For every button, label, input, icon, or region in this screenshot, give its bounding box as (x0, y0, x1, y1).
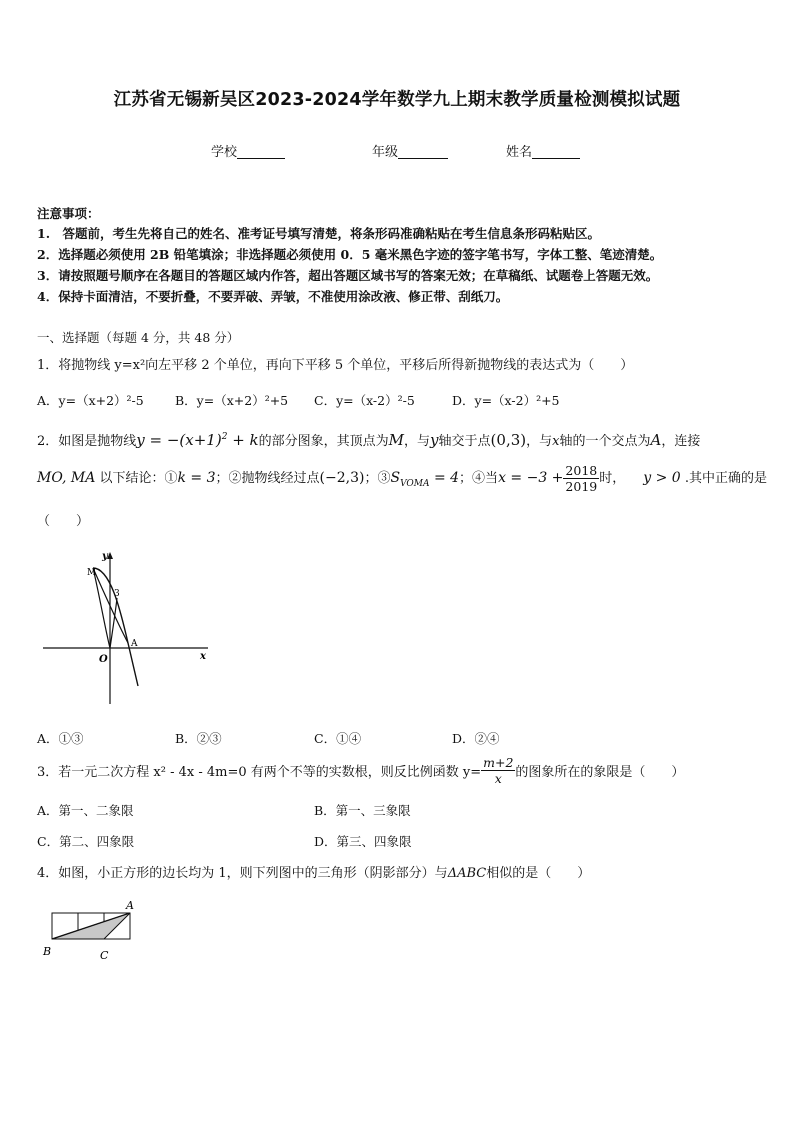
q2-inequality: y > 0 (643, 470, 681, 486)
fig-m-label: M (87, 568, 97, 578)
note-item: 1. 答题前，考生先将自己的姓名、准考证号填写清楚，将条形码准确粘贴在考生信息条形码粘贴区。 (37, 226, 601, 241)
note-item: 2．选择题必须使用 2B 铅笔填涂；非选择题必须使用 0．5 毫米黑色字迹的签字笔书写，字体工整、笔迹清楚。 (37, 247, 663, 262)
q2-conclusion-3 (390, 470, 460, 489)
q2-option-a[interactable]: A．①③ (37, 731, 84, 746)
q2-area-symbol: S (390, 470, 401, 486)
fig-o-label: O (99, 654, 108, 665)
grade-label: 年级 (372, 145, 399, 160)
section-heading: 一、选择题（每题 4 分，共 48 分） (37, 330, 240, 345)
label-c: C (100, 949, 109, 962)
q2-equation-exponent: 2 (221, 432, 228, 442)
page-title: 江苏省无锡新吴区2023-2024学年数学九上期末教学质量检测模拟试题 (113, 90, 681, 110)
parabola-figure (40, 548, 215, 708)
question-2-line-2 (37, 463, 767, 494)
school-field[interactable] (211, 141, 285, 160)
q2-text: ；②抛物线经过点 (215, 471, 320, 486)
q3-fraction-denominator: x (494, 771, 502, 786)
grade-field[interactable] (372, 141, 448, 160)
q2-point: (0,3) (490, 431, 527, 449)
q2-area-value: = 4 (429, 470, 460, 486)
q2-conclusion-4: x = −3 + (498, 470, 564, 486)
question-2-line-1 (37, 430, 700, 449)
q2-text: ，连接 (661, 434, 701, 449)
q2-text: 轴交于点 (438, 434, 491, 449)
q2-text: .其中正确的是 (680, 471, 767, 486)
q2-text: 轴的一个交点为 (559, 434, 651, 449)
q2-text: 的部分图象，其顶点为 (258, 434, 389, 449)
fig-x-label: x (200, 651, 206, 662)
q2-option-c[interactable]: C．①④ (314, 731, 362, 746)
q2-y-axis: y (430, 431, 439, 449)
school-blank[interactable] (237, 144, 285, 159)
q2-text: 2．如图是抛物线 (37, 434, 137, 449)
fig-a-label: A (131, 639, 138, 649)
q4-text: 4．如图，小正方形的边长均为 1，则下列图中的三角形（阴影部分）与 (37, 866, 448, 881)
q1-option-a[interactable]: A．y=（x+2）²-5 (37, 393, 144, 408)
q3-option-d[interactable]: D．第三、四象限 (314, 834, 412, 849)
note-item: 4．保持卡面清洁，不要折叠，不要弄破、弄皱，不准使用涂改液、修正带、刮纸刀。 (37, 289, 509, 304)
question-1-stem: 1．将抛物线 y=x²向左平移 2 个单位，再向下平移 5 个单位，平移后所得新抛物线的表达式为（ ） (37, 358, 634, 373)
curve-branch (110, 598, 117, 648)
q1-option-c[interactable]: C．y=（x-2）²-5 (314, 393, 415, 408)
q2-equation (136, 431, 258, 449)
q2-fraction-denominator: 2019 (565, 479, 598, 494)
q1-option-d[interactable]: D．y=（x-2）²+5 (452, 393, 560, 408)
q2-text: ，与 (526, 434, 553, 449)
school-label: 学校 (211, 145, 238, 160)
q2-fraction-numerator: 2018 (565, 463, 598, 478)
q2-area-subscript: VOMA (400, 478, 430, 489)
q2-text: ，与 (404, 434, 431, 449)
q2-fraction (563, 463, 599, 494)
grade-blank[interactable] (398, 144, 448, 159)
q2-option-d[interactable]: D．②④ (452, 731, 500, 746)
q2-vertex-m: M (388, 431, 405, 449)
triangle-grid-figure (40, 896, 150, 964)
q2-text: ；③ (364, 471, 391, 486)
question-3-stem (37, 755, 684, 786)
q2-equation-tail: + k (227, 431, 259, 449)
question-4-stem (37, 862, 590, 881)
label-a: A (126, 899, 134, 912)
q2-conclusion-2: (−2,3) (319, 470, 365, 486)
y-axis-arrow (107, 552, 113, 559)
notes-heading: 注意事项： (37, 206, 100, 221)
q2-conclusion-1: k = 3 (177, 470, 216, 486)
q3-text: 3．若一元二次方程 x² - 4x - 4m=0 有两个不等的实数根，则反比例函数 y= (37, 765, 482, 780)
q2-text: 以下结论：① (95, 471, 178, 486)
fig-y-label: y (102, 551, 108, 562)
q2-x-axis: x (552, 434, 560, 449)
q1-option-b[interactable]: B．y=（x+2）²+5 (175, 393, 289, 408)
parabola-curve (93, 568, 138, 686)
q4-text: 相似的是（ ） (486, 866, 591, 881)
q2-segments: MO, MA (37, 470, 96, 486)
q3-option-a[interactable]: A．第一、二象限 (37, 803, 134, 818)
q2-point-a: A (650, 431, 662, 449)
q3-fraction-numerator: m+2 (483, 755, 514, 770)
note-item: 3．请按照题号顺序在各题目的答题区域内作答，超出答题区域书写的答案无效；在草稿纸、试题卷上答题无效。 (37, 268, 659, 283)
q4-triangle: ΔABC (447, 866, 487, 881)
fig-3-label: 3 (114, 589, 120, 599)
q3-option-c[interactable]: C．第二、四象限 (37, 834, 135, 849)
q2-answer-paren: （ ） (37, 514, 90, 529)
q2-equation-main: y = −(x+1) (136, 431, 222, 449)
q2-text: 时， (599, 471, 626, 486)
name-field[interactable] (506, 141, 580, 160)
q3-text: 的图象所在的象限是（ ） (515, 765, 685, 780)
label-b: B (43, 945, 52, 958)
name-blank[interactable] (532, 144, 580, 159)
q2-text: ；④当 (459, 471, 499, 486)
name-label: 姓名 (506, 145, 533, 160)
q3-fraction (481, 755, 515, 786)
q3-option-b[interactable]: B．第一、三象限 (314, 803, 411, 818)
q2-option-b[interactable]: B．②③ (175, 731, 222, 746)
